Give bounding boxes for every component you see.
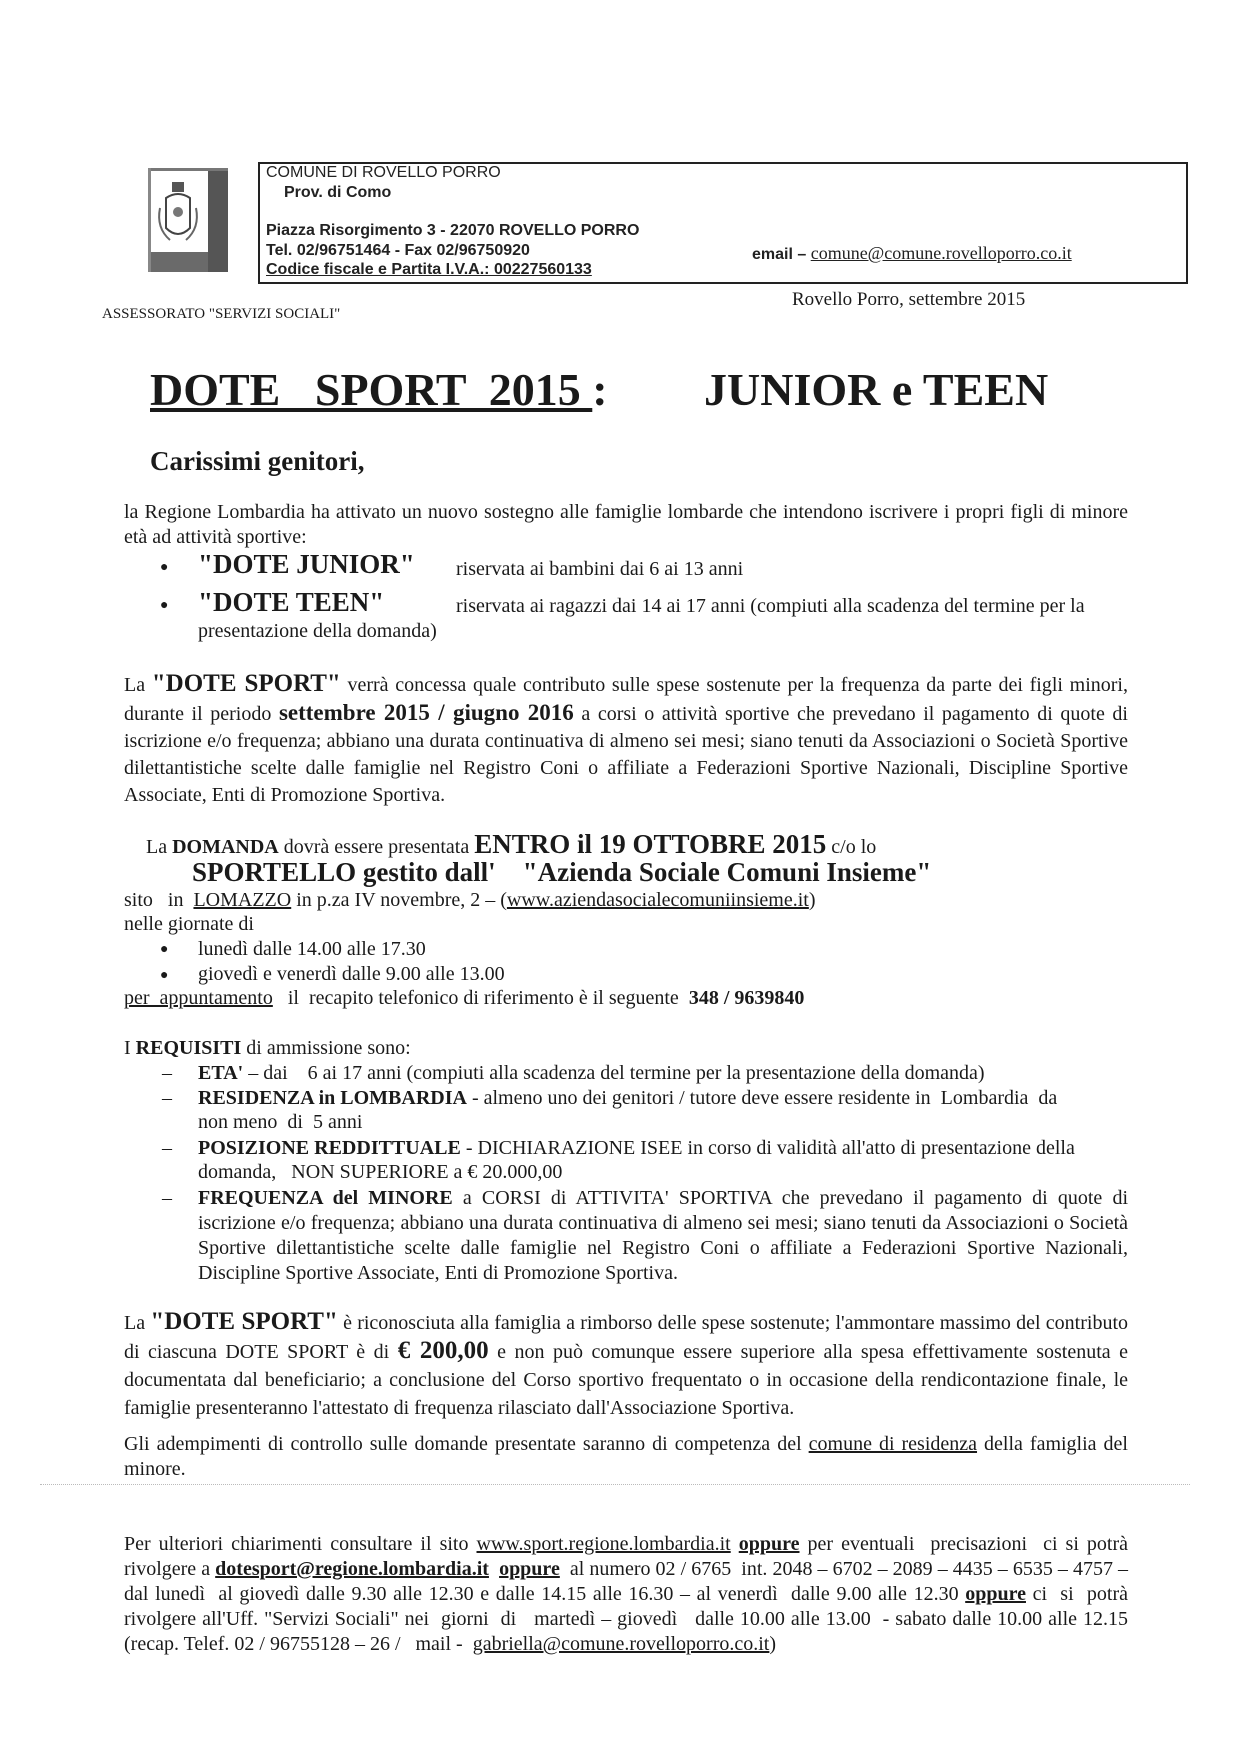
- phone-number: 348 / 9639840: [688, 987, 805, 1009]
- days-label: nelle giornate di: [124, 913, 254, 935]
- footer-paragraph: [124, 1532, 1138, 1657]
- requisito-item: [198, 1086, 1057, 1111]
- requisito-title: FREQUENZA del MINORE: [198, 1187, 453, 1209]
- text: della famiglia del minore.: [124, 1433, 1128, 1480]
- text: in p.za IV novembre, 2 – (: [291, 889, 507, 911]
- bullet-icon: ●: [160, 968, 169, 983]
- bullet-icon: ●: [160, 560, 169, 575]
- text: - almeno uno dei genitori / tutore deve essere residente in Lombardia da: [466, 1087, 1058, 1109]
- intro-paragraph: la Regione Lombardia ha attivato un nuovo sostegno alle famiglie lombarde che intendono iscrivere i propri figli di minore età ad attività sportive:: [124, 501, 1128, 548]
- requisito-cont: non meno di 5 anni: [198, 1111, 363, 1133]
- dote-sport-emphasis: "DOTE SPORT": [150, 1308, 338, 1335]
- agency-website-link[interactable]: www.aziendasocialecomuniinsieme.it: [506, 889, 809, 911]
- sportello-office: SPORTELLO gestito dall': [192, 857, 496, 887]
- dote-junior-desc: riservata ai bambini dai 6 ai 13 anni: [456, 558, 744, 580]
- bullet-icon: ●: [160, 942, 169, 957]
- requisito-title: RESIDENZA in LOMBARDIA: [198, 1087, 467, 1109]
- location-line: [124, 888, 816, 913]
- oppure: oppure: [965, 1583, 1026, 1605]
- text: La: [124, 1312, 151, 1334]
- requisiti-heading: [124, 1036, 411, 1061]
- requisito-item: [198, 1061, 1128, 1086]
- dash-icon: –: [162, 1087, 172, 1109]
- department: ASSESSORATO "SERVIZI SOCIALI": [102, 306, 341, 322]
- requisito-item: [198, 1186, 1128, 1286]
- text: per eventuali precisazioni ci si potrà rivolgere a: [124, 1533, 1134, 1580]
- agency-name: "Azienda Sociale Comuni Insieme": [522, 857, 932, 887]
- day-item: lunedì dalle 14.00 alle 17.30: [198, 938, 426, 960]
- text: I: [124, 1037, 136, 1059]
- sportello-line: [192, 857, 931, 888]
- email-label: email –: [752, 246, 811, 263]
- requisiti-word: REQUISITI: [135, 1037, 242, 1059]
- requisito-cont: domanda, NON SUPERIORE a € 20.000,00: [198, 1161, 563, 1183]
- text: dovrà essere presentata: [278, 836, 475, 858]
- dash-icon: –: [162, 1187, 172, 1209]
- oppure: oppure: [738, 1533, 800, 1555]
- text: a corsi o attività sportive che prevedano il pagamento di quote di iscrizione e/o frequenza; abbiano una durata continuativa di almeno sei mesi; siano tenuti da Associazioni o Società Sportive dilettantistiche scelte dalle famiglie nel Registro Coni o affiliate a Federazioni Sportive Nazionali, Discipline Sportive Associate, Enti di Promozione Sportiva.: [124, 703, 1128, 806]
- requisito-item: [198, 1136, 1075, 1161]
- requisito-title: ETA': [198, 1062, 244, 1084]
- appointment-line: [124, 986, 804, 1011]
- text: di ammissione sono:: [241, 1037, 411, 1059]
- text: Gli adempimenti di controllo sulle domande presentate saranno di competenza del: [124, 1433, 809, 1455]
- text: ): [769, 1633, 777, 1655]
- page-title: [150, 362, 608, 418]
- email-link[interactable]: comune@comune.rovelloporro.co.it: [810, 243, 1072, 263]
- municipal-crest-logo: [148, 168, 228, 272]
- text: [489, 1558, 499, 1580]
- text: a CORSI di ATTIVITA' SPORTIVA che prevedano il pagamento di quote di iscrizione e/o frequenza; abbiano una durata continuativa di almeno sei mesi; siano tenuti da Associazioni o Società Sportive dilettantistiche scelte dalle famiglie nel Registro Coni o affiliate a Federazioni Sportive Nazionali, Discipline Sportive Associate, Enti di Promozione Sportiva.: [198, 1187, 1128, 1284]
- domanda-line: [146, 829, 877, 860]
- dote-sport-paragraph: [124, 670, 1128, 809]
- dote-sport-emphasis: "DOTE SPORT": [151, 670, 341, 697]
- dash-icon: –: [162, 1062, 172, 1084]
- bullet-icon: ●: [160, 598, 169, 613]
- domanda-word: DOMANDA: [172, 836, 279, 858]
- text: e non può comunque essere superiore alla spesa effettivamente sostenuta e documentata dal beneficiario; a conclusione del Corso sportivo frequentato o in occasione della rendicontazione finale, le famiglie presenteranno l'attestato di frequenza rilasciato dall'Associazione Sportiva.: [124, 1341, 1129, 1419]
- address: Piazza Risorgimento 3 - 22070 ROVELLO PORRO: [266, 222, 640, 239]
- text: ci si potrà rivolgere all'Uff. "Servizi Sociali" nei giorni di martedì – giovedì dalle 10.00 alle 13.00 - sabato dalle 10.00 alle 12.15 (recap. Telef. 02 / 96755128 – 26 / mail -: [124, 1583, 1138, 1655]
- text: La: [124, 674, 152, 696]
- text: è riconosciuta alla famiglia a rimborso delle spese sostenute; l'ammontare massimo del contributo di ciascuna DOTE SPORT è di: [124, 1312, 1128, 1363]
- text: La: [146, 836, 173, 858]
- province: Prov. di Como: [284, 184, 392, 201]
- dote-teen-name: "DOTE TEEN": [198, 587, 385, 617]
- requisito-title: POSIZIONE REDDITTUALE: [198, 1137, 461, 1159]
- period-emphasis: settembre 2015 / giugno 2016: [278, 700, 574, 725]
- municipality-name: COMUNE DI ROVELLO PORRO: [266, 164, 501, 181]
- text: il recapito telefonico di riferimento è il seguente: [272, 987, 689, 1009]
- greeting: Carissimi genitori,: [150, 446, 365, 476]
- town: LOMAZZO: [193, 889, 292, 911]
- title-colon: :: [592, 364, 608, 415]
- text: sito in: [124, 889, 194, 911]
- text: ): [808, 889, 816, 911]
- residence-link: comune di residenza: [808, 1433, 978, 1455]
- text: Per ulteriori chiarimenti consultare il sito: [124, 1533, 477, 1555]
- text: c/o lo: [826, 836, 877, 858]
- rimborso-paragraph: [124, 1308, 1128, 1422]
- oppure: oppure: [499, 1558, 560, 1580]
- deadline: ENTRO il 19 OTTOBRE 2015: [474, 829, 827, 859]
- title-right: JUNIOR e TEEN: [704, 364, 1049, 415]
- email-line: [752, 243, 1072, 264]
- dote-teen-desc: riservata ai ragazzi dai 14 ai 17 anni (compiuti alla scadenza del termine per la: [456, 595, 1085, 617]
- controllo-paragraph: [124, 1432, 1128, 1482]
- dote-teen-desc-cont: presentazione della domanda): [198, 620, 437, 642]
- dote-junior-name: "DOTE JUNIOR": [198, 549, 415, 579]
- place-date: Rovello Porro, settembre 2015: [792, 289, 1026, 310]
- regione-website-link[interactable]: www.sport.regione.lombardia.it: [476, 1533, 731, 1555]
- tax-code: Codice fiscale e Partita I.V.A.: 00227560133: [266, 261, 592, 278]
- divider: [40, 1484, 1190, 1485]
- title-left: DOTE SPORT 2015: [150, 364, 593, 415]
- phone-fax: Tel. 02/96751464 - Fax 02/96750920: [266, 242, 530, 259]
- day-item: giovedì e venerdì dalle 9.00 alle 13.00: [198, 963, 505, 985]
- text: al numero 02 / 6765 int. 2048 – 6702 – 2089 – 4435 – 6535 – 4757 – dal lunedì al giovedì dalle 9.30 alle 12.30 e dalle 14.15 alle 16.30 – al venerdì dalle 9.00 alle 12.30: [124, 1558, 1134, 1605]
- dotesport-email-link[interactable]: dotesport@regione.lombardia.it: [215, 1558, 489, 1580]
- text: [731, 1533, 739, 1555]
- amount: € 200,00: [397, 1337, 489, 1364]
- text: verrà concessa quale contributo sulle spese sostenute per la frequenza da parte dei figli minori, durante il periodo: [124, 674, 1128, 725]
- gabriella-email-link[interactable]: gabriella@comune.rovelloporro.co.it: [472, 1633, 770, 1655]
- appointment-label: per appuntamento: [124, 987, 273, 1009]
- text: – dai 6 ai 17 anni (compiuti alla scadenza del termine per la presentazione della domanda): [243, 1062, 985, 1084]
- dash-icon: –: [162, 1137, 172, 1159]
- text: - DICHIARAZIONE ISEE in corso di validità all'atto di presentazione della: [460, 1137, 1075, 1159]
